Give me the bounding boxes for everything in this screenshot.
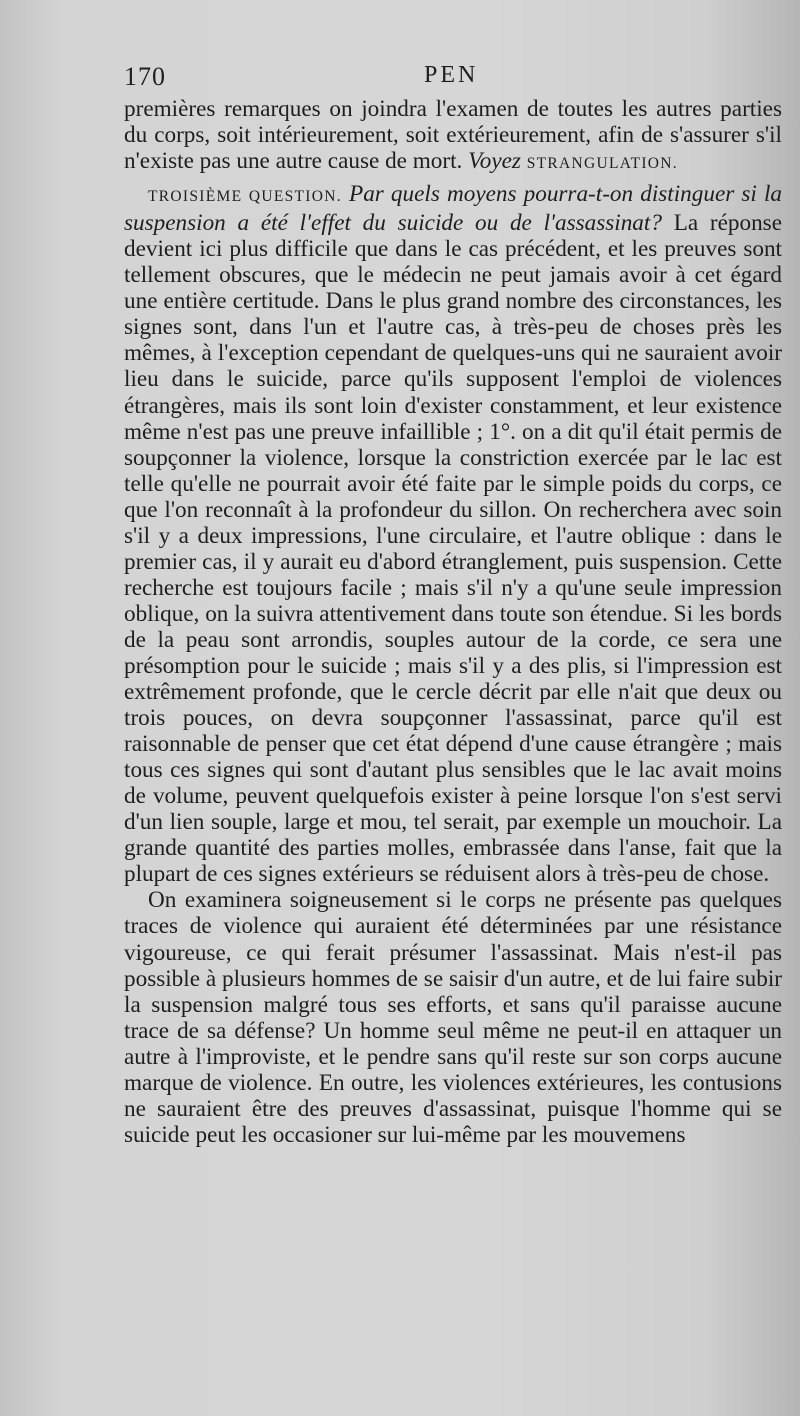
paragraph-third-question [124, 181, 782, 887]
question-label: TROISIÈME QUESTION. [148, 188, 342, 206]
cross-reference: STRANGULATION. [526, 155, 678, 173]
page-number: 170 [124, 62, 166, 91]
running-head: PEN [424, 62, 479, 88]
question-text: Par quels moyens pourra-t-on distinguer si la suspension a été l'effet du suicide ou de l'assassinat? [124, 181, 782, 237]
body-text [124, 96, 782, 1148]
paragraph-continuation [124, 96, 782, 177]
paragraph-2-text: La réponse devient ici plus difficile que dans le cas précédent, et les preuves sont tellement obscures, que le médecin ne peut jamais avoir à cet égard une entière certitude. Dans le plus grand nombre des circonstances, les signes sont, dans l'un et l'autre cas, à très-peu de choses près les mêmes, à l'exception cependant de quelques-uns qui ne sauraient avoir lieu dans le suicide, parce qu'ils supposent l'emploi de violences étrangères, mais ils sont loin d'exister constamment, et leur existence même n'est pas une preuve infaillible ; 1°. on a dit qu'il était permis de soupçonner la violence, lorsque la constriction exercée par le lac est telle qu'elle ne pourrait avoir été faite par le simple poids du corps, ce que l'on reconnaît à la profondeur du sillon. On recherchera avec soin s'il y a deux impressions, l'une circulaire, et l'autre oblique : dans le premier cas, il y aurait eu d'abord étranglement, puis suspension. Cette recherche est toujours facile ; mais s'il n'y a qu'une seule impression oblique, on la suivra attentivement dans toute son étendue. Si les bords de la peau sont arrondis, souples autour de la corde, ce sera une présomption pour le suicide ; mais s'il y a des plis, si l'impression est extrêmement profonde, que le cercle décrit par elle n'ait que deux ou trois pouces, on devra soupçonner l'assassinat, parce qu'il est raisonnable de penser que cet état dépend d'une cause étrangère ; mais tous ces signes qui sont d'autant plus sensibles que le lac avait moins de volume, peuvent quelquefois exister à peine lorsque l'on s'est servi d'un lien souple, large et mou, tel serait, par exemple un mouchoir. La grande quantité des parties molles, embrassée dans l'anse, fait que la plupart de ces signes extérieurs se réduisent alors à très-peu de chose. [124, 210, 782, 888]
paragraph-1-text: premières remarques on joindra l'examen de toutes les autres parties du corps, soit intérieurement, soit extérieurement, afin de s'assurer s'il n'existe pas une autre cause de mort. [124, 96, 782, 175]
page-header [124, 62, 784, 94]
paragraph-3: On examinera soigneusement si le corps ne présente pas quelques traces de violence qui auraient été déterminées par une résistance vigoureuse, ce qui ferait présumer l'assassinat. Mais n'est-il pas possible à plusieurs hommes de se saisir d'un autre, et de lui faire subir la suspension malgré tous ses efforts, et sans qu'il paraisse aucune trace de sa défense? Un homme seul même ne peut-il en attaquer un autre à l'improviste, et le pendre sans qu'il reste sur son corps aucune marque de violence. En outre, les violences extérieures, les contusions ne sauraient être des preuves d'assassinat, puisque l'homme qui se suicide peut les occasioner sur lui-même par les mouvemens [124, 887, 782, 1148]
see-reference: Voyez [468, 148, 521, 175]
